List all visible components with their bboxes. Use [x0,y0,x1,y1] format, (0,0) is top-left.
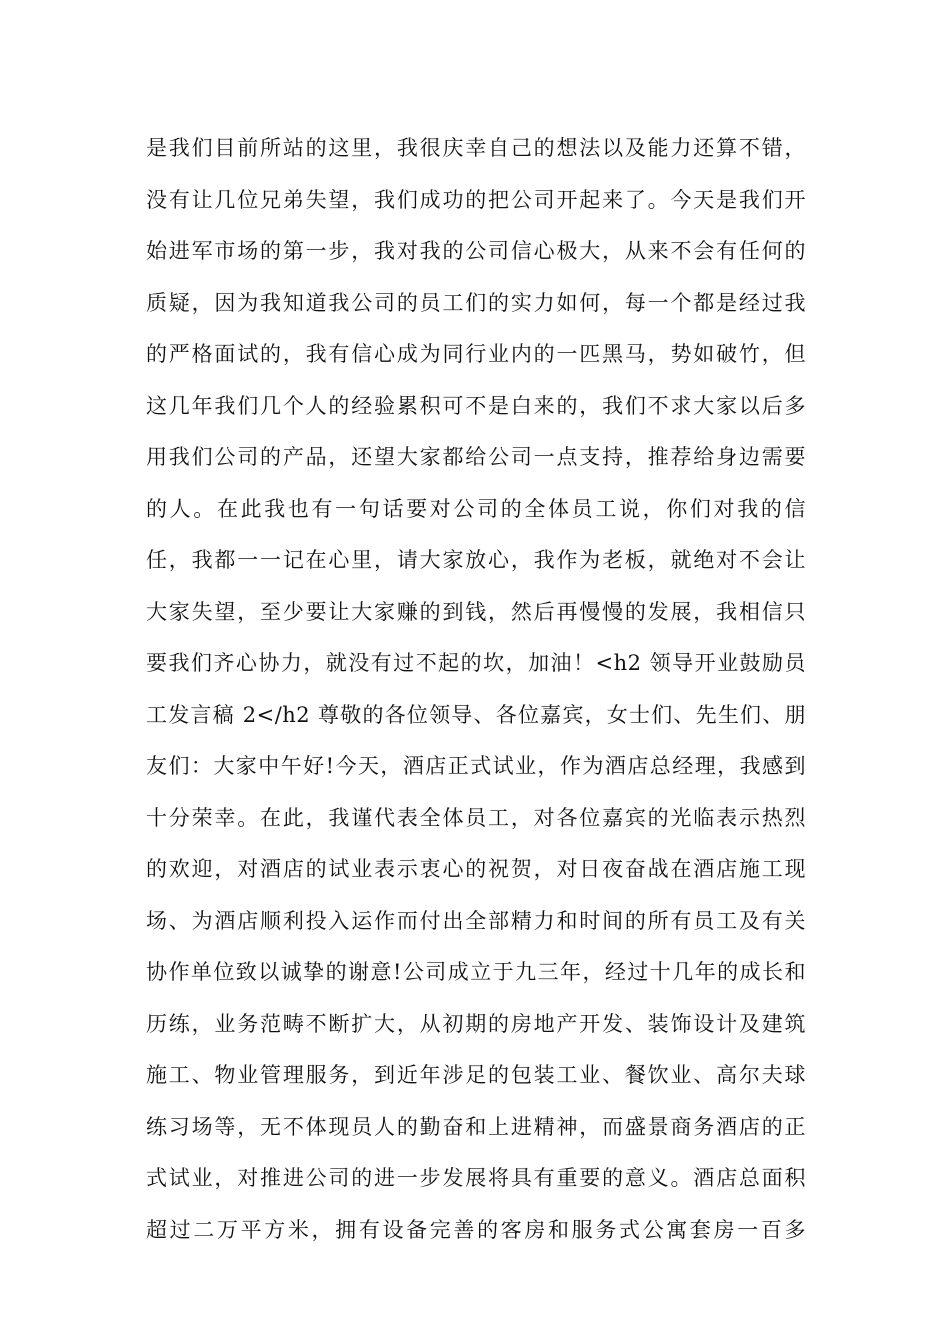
text-line: 这几年我们几个人的经验累积可不是白来的，我们不求大家以后多 [146,393,806,418]
text-line: 是我们目前所站的这里，我很庆幸自己的想法以及能力还算不错， [146,136,806,160]
text-line: 的欢迎，对酒店的试业表示衷心的祝贺，对日夜奋战在酒店施工现 [146,857,806,881]
text-line: 大家失望，至少要让大家赚的到钱，然后再慢慢的发展，我相信只 [146,599,806,624]
text-line: 要我们齐心协力，就没有过不起的坎，加油！<h2 领导开业鼓励员 [146,651,806,675]
text-line: 任，我都一一记在心里，请大家放心，我作为老板，就绝对不会让 [146,548,806,572]
text-line: 的人。在此我也有一句话要对公司的全体员工说，你们对我的信 [146,496,806,521]
text-line: 协作单位致以诚挚的谢意!公司成立于九三年，经过十几年的成长和 [146,960,806,984]
text-line: 质疑，因为我知道我公司的员工们的实力如何，每一个都是经过我 [146,290,806,315]
text-line: 超过二万平方米，拥有设备完善的客房和服务式公寓套房一百多 [146,1217,806,1242]
text-line: 场、为酒店顺利投入运作而付出全部精力和时间的所有员工及有关 [146,908,806,933]
text-line: 始进军市场的第一步，我对我的公司信心极大，从来不会有任何的 [146,239,806,263]
text-line: 练习场等，无不体现员人的勤奋和上进精神，而盛景商务酒店的正 [146,1114,806,1139]
text-line: 工发言稿 2</h2 尊敬的各位领导、各位嘉宾，女士们、先生们、朋 [146,702,806,727]
text-line: 没有让几位兄弟失望，我们成功的把公司开起来了。今天是我们开 [146,187,806,212]
text-line: 十分荣幸。在此，我谨代表全体员工，对各位嘉宾的光临表示热烈 [146,805,806,830]
text-line: 式试业，对推进公司的进一步发展将具有重要的意义。酒店总面积 [146,1166,806,1190]
text-line: 友们：大家中午好!今天，酒店正式试业，作为酒店总经理，我感到 [146,754,806,778]
body-text [146,127,806,1260]
text-line: 施工、物业管理服务，到近年涉足的包装工业、餐饮业、高尔夫球 [146,1063,806,1087]
text-line: 用我们公司的产品，还望大家都给公司一点支持，推荐给身边需要 [146,445,806,469]
text-line: 的严格面试的，我有信心成为同行业内的一匹黑马，势如破竹，但 [146,342,806,366]
text-line: 历练，业务范畴不断扩大，从初期的房地产开发、装饰设计及建筑 [146,1011,806,1036]
